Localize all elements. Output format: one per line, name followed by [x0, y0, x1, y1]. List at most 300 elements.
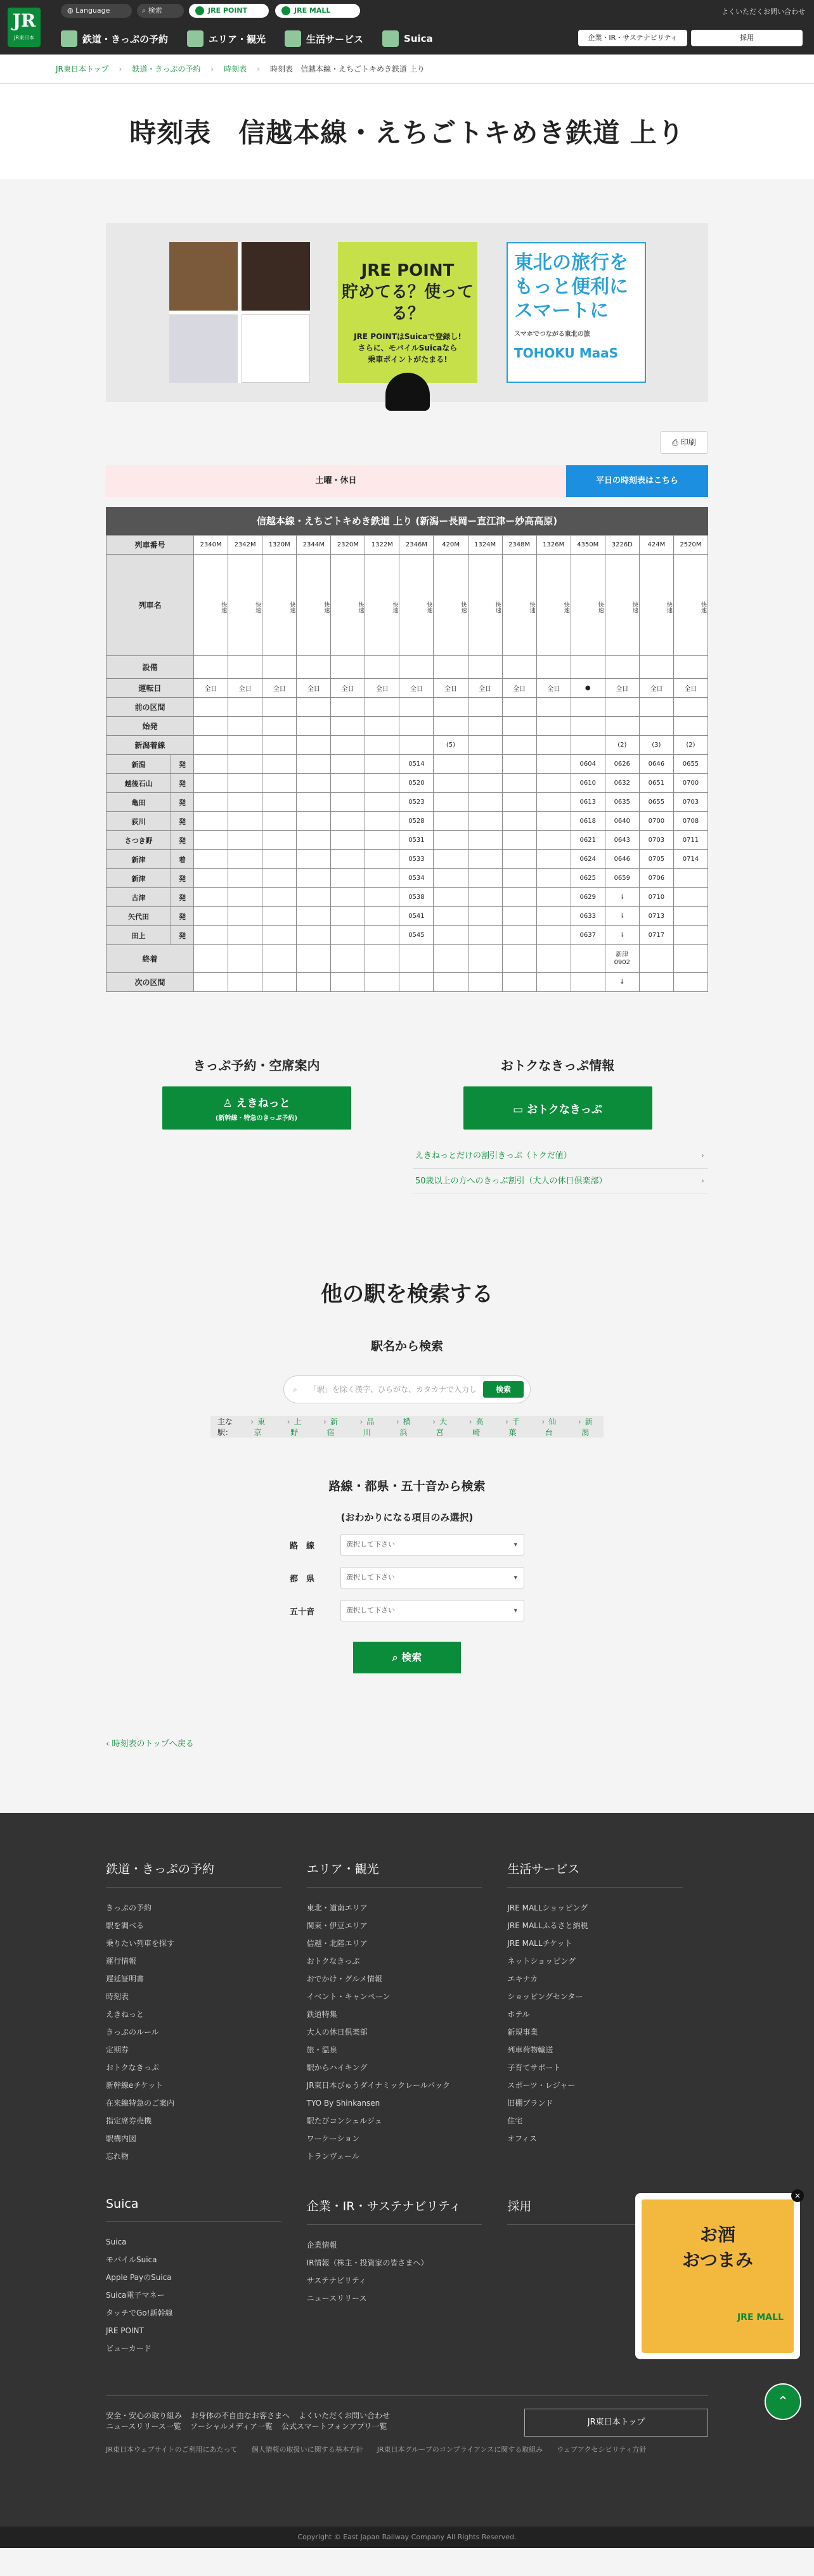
station-search-button[interactable]: 検索 — [483, 1381, 524, 1398]
footer-link[interactable]: 定期券 — [106, 2045, 129, 2054]
scroll-top-icon[interactable]: ⌃ — [765, 2383, 801, 2420]
logo-mark: JR — [12, 10, 36, 31]
table-cell: 424M — [639, 536, 673, 555]
footer-link[interactable]: きっぷのルール — [106, 2028, 159, 2037]
footer-col-title[interactable]: Suica — [106, 2197, 281, 2222]
table-cell — [673, 907, 707, 926]
footer-col-title[interactable]: 採用 — [507, 2197, 683, 2225]
station-type: 発 — [171, 926, 194, 945]
footer-legal-link[interactable]: JR東日本ウェブサイトのご利用にあたって — [106, 2445, 238, 2454]
row-label: 終着 — [107, 945, 194, 973]
row-label: 始発 — [107, 717, 194, 736]
table-cell: 1322M — [365, 536, 399, 555]
table-cell — [536, 850, 571, 869]
footer-link[interactable]: 指定席券売機 — [106, 2116, 152, 2125]
table-cell — [434, 755, 468, 774]
table-cell — [262, 774, 297, 793]
table-cell — [639, 973, 673, 992]
footer-link[interactable]: サステナビリティ — [306, 2276, 366, 2285]
table-cell — [194, 812, 228, 831]
table-cell: 1320M — [262, 536, 297, 555]
table-row — [107, 831, 708, 850]
banner-tohoku-maas[interactable] — [507, 242, 646, 383]
footer-link[interactable]: 住宅 — [507, 2116, 523, 2125]
jr-logo[interactable] — [8, 8, 41, 47]
footer-link[interactable]: 忘れ物 — [106, 2152, 129, 2161]
table-row — [107, 736, 708, 755]
table-cell: 0706 — [639, 869, 673, 888]
table-cell: ⇂ — [605, 907, 639, 926]
table-row — [107, 973, 708, 992]
table-cell — [536, 869, 571, 888]
search-title: 他の駅を検索する — [321, 1282, 493, 1307]
breadcrumb-current: 時刻表 信越本線・えちごトキめき鉄道 上り — [270, 65, 425, 74]
table-cell — [536, 973, 571, 992]
table-cell — [502, 831, 536, 850]
banner-photos[interactable] — [169, 242, 310, 383]
footer-link[interactable]: 駅を調べる — [106, 1921, 145, 1930]
jre-mall-label: JRE MALL — [294, 6, 331, 15]
table-cell — [434, 926, 468, 945]
footer-link[interactable]: ニュースリリース — [306, 2294, 367, 2303]
table-cell — [536, 926, 571, 945]
table-cell — [365, 698, 399, 717]
footer-link[interactable]: ショッピングセンター — [507, 1992, 583, 2001]
banner-tohoku-brand: TOHOKU MaaS — [514, 345, 619, 361]
ad-line2: おつまみ — [682, 2250, 753, 2270]
table-cell — [262, 755, 297, 774]
table-cell — [434, 850, 468, 869]
person-icon: ♙ — [223, 1097, 236, 1110]
table-cell — [468, 755, 502, 774]
row-label: 次の区間 — [107, 973, 194, 992]
footer-bottom-link[interactable]: ニュースリリース一覧 — [106, 2422, 181, 2431]
table-cell — [502, 850, 536, 869]
banner-jre-text: JRE POINTはSuicaで登録し! さらに、モバイルSuicaなら 乗車ポイントがたまる! — [354, 332, 462, 364]
close-icon[interactable]: × — [791, 2189, 804, 2202]
station-type: 発 — [171, 793, 194, 812]
table-cell — [434, 698, 468, 717]
table-cell — [502, 973, 536, 992]
banner-tohoku-sub: スマホでつながる東北の旅 — [514, 331, 590, 338]
table-cell — [262, 869, 297, 888]
table-cell: 快速 — [228, 555, 262, 656]
nav-suica[interactable] — [382, 28, 433, 49]
table-cell — [228, 812, 262, 831]
table-cell: 2342M — [228, 536, 262, 555]
search-note: (おわかりになる項目のみ選択) — [340, 1512, 474, 1523]
station-type: 発 — [171, 907, 194, 926]
table-cell — [194, 926, 228, 945]
table-cell: 0717 — [639, 926, 673, 945]
table-cell: 快速 — [399, 555, 434, 656]
footer-link[interactable]: 新規事業 — [507, 2028, 538, 2037]
page-title: 時刻表 信越本線・えちごトキめき鉄道 上り — [129, 117, 685, 148]
jre-point-button[interactable] — [189, 4, 269, 18]
table-cell — [571, 698, 605, 717]
table-cell — [468, 926, 502, 945]
table-cell — [331, 774, 365, 793]
kana-select-row — [290, 1599, 524, 1623]
footer-bottom-link[interactable]: ソーシャルメディア一覧 — [190, 2422, 273, 2431]
station-name: 田上 — [107, 926, 171, 945]
table-cell: 2320M — [331, 536, 365, 555]
table-cell: (5) — [434, 736, 468, 755]
major-station-link[interactable]: › 上野 — [283, 1416, 304, 1438]
table-cell — [331, 793, 365, 812]
table-cell — [228, 656, 262, 679]
footer-link[interactable]: ビューカード — [106, 2344, 152, 2353]
table-cell — [262, 698, 297, 717]
table-cell — [434, 656, 468, 679]
major-station-link[interactable]: › 仙台 — [538, 1416, 559, 1438]
table-cell: 快速 — [536, 555, 571, 656]
table-cell — [571, 656, 605, 679]
footer-link[interactable]: 東北・道南エリア — [306, 1903, 368, 1912]
table-cell — [468, 945, 502, 973]
footer-col — [106, 1860, 307, 2165]
footer-link[interactable]: JRE MALLショッピング — [507, 1903, 588, 1912]
table-cell — [468, 774, 502, 793]
footer-link[interactable]: モバイルSuica — [106, 2255, 157, 2264]
table-cell — [571, 945, 605, 973]
nav-label: 生活サービス — [306, 33, 364, 45]
footer-link[interactable]: タッチでGo!新幹線 — [106, 2309, 173, 2317]
footer-col-title[interactable]: エリア・観光 — [307, 1860, 482, 1888]
recruit-link[interactable]: 採用 — [691, 30, 803, 46]
kana-select[interactable]: 選択して下さい ▾ — [340, 1600, 524, 1621]
nav-life[interactable] — [285, 28, 363, 49]
footer-link[interactable]: 子育てサポート — [507, 2063, 561, 2072]
table-cell — [331, 926, 365, 945]
search-icon: ⌕ — [392, 1651, 402, 1663]
table-cell: 全日 — [331, 679, 365, 698]
major-station-link[interactable]: › 大宮 — [429, 1416, 450, 1438]
table-cell — [365, 926, 399, 945]
search-icon: ⌕ — [293, 1385, 297, 1394]
table-cell: (3) — [639, 736, 673, 755]
table-cell: 0700 — [639, 812, 673, 831]
major-station-link[interactable]: › 品川 — [356, 1416, 377, 1438]
tab-holiday[interactable]: 土曜・休日 — [106, 465, 566, 497]
deals-button[interactable] — [463, 1086, 652, 1130]
major-station-link[interactable]: › 東京 — [247, 1416, 268, 1438]
pref-select[interactable]: 選択して下さい ▾ — [340, 1567, 524, 1588]
table-cell — [536, 717, 571, 736]
footer-columns-2 — [106, 2197, 708, 2357]
footer-link[interactable]: 遅延証明書 — [106, 1974, 145, 1983]
table-cell — [262, 945, 297, 973]
table-cell: 0621 — [571, 831, 605, 850]
table-cell: 全日 — [468, 679, 502, 698]
breadcrumb-item[interactable]: 鉄道・きっぷの予約 › — [132, 63, 214, 74]
footer-link[interactable]: 駅たびコンシェルジュ — [306, 2116, 382, 2125]
nav-area[interactable] — [187, 28, 266, 49]
table-cell — [297, 907, 331, 926]
back-to-timetable-link[interactable]: ‹ 時刻表のトップへ戻る — [106, 1737, 708, 1762]
footer-legal-link[interactable]: JR東日本グループのコンプライアンスに関する取組み — [377, 2445, 543, 2454]
banner-tohoku-title: 東北の旅行を もっと便利に スマートに — [514, 252, 628, 322]
footer-col-title[interactable]: 企業・IR・サステナビリティ — [307, 2197, 482, 2225]
table-cell — [468, 831, 502, 850]
table-cell — [605, 656, 639, 679]
breadcrumb — [0, 55, 814, 84]
major-station-link[interactable]: › 千葉 — [502, 1416, 523, 1438]
footer-link[interactable]: トランヴェール — [306, 2152, 359, 2161]
deal-link[interactable]: えきねっとだけの割引きっぷ（トクだ値） › — [413, 1143, 708, 1169]
jre-mall-button[interactable] — [275, 4, 360, 18]
tab-weekday[interactable]: 平日の時刻表はこちら — [566, 465, 708, 497]
footer-link[interactable]: Suica電子マネー — [106, 2291, 165, 2300]
footer-col — [106, 2197, 307, 2357]
language-button[interactable]: ◍ Language — [61, 4, 132, 18]
site-header — [0, 0, 814, 55]
footer-link[interactable]: 駅構内図 — [106, 2134, 137, 2143]
table-cell — [502, 945, 536, 973]
table-cell — [194, 755, 228, 774]
print-label: 印刷 — [680, 438, 696, 447]
table-cell — [262, 717, 297, 736]
footer-link[interactable]: 時刻表 — [106, 1992, 129, 2001]
table-cell — [297, 793, 331, 812]
footer-link[interactable]: 運行情報 — [106, 1957, 137, 1966]
table-cell: 快速 — [605, 555, 639, 656]
ekinet-sub: (新幹線・特急のきっぷ予約) — [215, 1115, 298, 1122]
table-cell — [228, 945, 262, 973]
footer-legal-link[interactable]: ウェブアクセシビリティ方針 — [557, 2445, 647, 2454]
footer-link[interactable]: JRE MALLふるさと納税 — [507, 1921, 588, 1930]
table-cell — [365, 812, 399, 831]
row-label: 前の区間 — [107, 698, 194, 717]
footer-link[interactable]: 列車荷物輸送 — [507, 2045, 553, 2054]
table-cell — [434, 717, 468, 736]
table-cell — [502, 926, 536, 945]
table-cell — [502, 869, 536, 888]
footer-link[interactable]: 駅からハイキング — [306, 2063, 368, 2072]
footer-link[interactable]: Apple PayのSuica — [106, 2273, 172, 2282]
table-cell — [673, 869, 707, 888]
footer-link[interactable]: 在来線特急のご案内 — [106, 2099, 175, 2108]
footer-bottom-link[interactable]: 安全・安心の取り組み — [106, 2411, 183, 2420]
table-cell — [365, 831, 399, 850]
day-tabs — [106, 465, 708, 497]
footer-bottom-link[interactable]: お身体の不自由なお客さまへ — [191, 2411, 290, 2420]
table-cell: 全日 — [194, 679, 228, 698]
table-cell — [194, 774, 228, 793]
footer-list — [307, 2236, 508, 2307]
deals-label: おトクなきっぷ — [527, 1104, 602, 1116]
footer-list — [507, 1899, 708, 2148]
station-name: 荻川 — [107, 812, 171, 831]
table-cell — [673, 926, 707, 945]
footer-link[interactable]: 関東・伊豆エリア — [306, 1921, 368, 1930]
table-cell: 0655 — [639, 793, 673, 812]
footer-link[interactable]: イベント・キャンペーン — [306, 1992, 391, 2001]
table-cell: 快速 — [468, 555, 502, 656]
footer-link[interactable]: 旧棚ブランド — [507, 2099, 553, 2108]
line-label: 路 線 — [290, 1541, 315, 1551]
table-cell — [331, 907, 365, 926]
corp-link[interactable]: 企業・IR・サステナビリティ — [578, 30, 687, 46]
footer-bottom-link[interactable]: よくいただくお問い合わせ — [299, 2411, 391, 2420]
table-cell — [297, 736, 331, 755]
search-label: 検索 — [148, 6, 162, 15]
timetable-table — [106, 535, 708, 992]
footer-link[interactable]: IR情報（株主・投資家の皆さまへ） — [306, 2258, 429, 2267]
station-name: 矢代田 — [107, 907, 171, 926]
table-cell — [194, 888, 228, 907]
footer-link[interactable]: 鉄道特集 — [306, 2010, 337, 2019]
table-cell: 2340M — [194, 536, 228, 555]
footer-link[interactable]: 乗りたい列車を探す — [106, 1939, 175, 1948]
table-cell: 0626 — [605, 755, 639, 774]
table-cell — [673, 888, 707, 907]
jr-top-button[interactable]: JR東日本トップ — [524, 2409, 708, 2437]
station-type: 発 — [171, 831, 194, 850]
table-cell — [365, 793, 399, 812]
table-cell — [262, 888, 297, 907]
footer-link[interactable]: JRE POINT — [106, 2326, 144, 2335]
footer-link[interactable]: ワーケーション — [306, 2134, 360, 2143]
footer-link[interactable]: おトクなきっぷ — [306, 1957, 360, 1966]
major-station-link[interactable]: › 高崎 — [465, 1416, 486, 1438]
ekinet-label: えきねっと — [236, 1097, 290, 1110]
footer-link[interactable]: えきねっと — [106, 2010, 145, 2019]
table-cell — [502, 736, 536, 755]
footer-link[interactable]: 信越・北陸エリア — [306, 1939, 368, 1948]
nav-railway[interactable] — [61, 28, 168, 49]
table-cell — [228, 973, 262, 992]
table-cell: 0624 — [571, 850, 605, 869]
footer-bottom-link[interactable]: 公式スマートフォンアプリ一覧 — [281, 2422, 387, 2431]
banner-jre-title: JRE POINT 貯めてる？使ってる？ — [341, 261, 474, 323]
table-cell: 0703 — [639, 831, 673, 850]
printer-icon: ⎙ — [672, 438, 681, 447]
footer-link[interactable]: 企業情報 — [306, 2241, 337, 2250]
table-cell — [365, 973, 399, 992]
table-cell: 快速 — [262, 555, 297, 656]
table-cell — [434, 945, 468, 973]
table-cell — [228, 755, 262, 774]
photo-sunset — [169, 242, 238, 311]
station-type: 発 — [171, 774, 194, 793]
footer-link[interactable]: JR東日本びゅうダイナミックレールパック — [306, 2081, 450, 2090]
jre-point-icon — [195, 6, 204, 15]
table-cell: 快速 — [331, 555, 365, 656]
table-cell — [605, 698, 639, 717]
station-type: 発 — [171, 755, 194, 774]
footer-link[interactable]: きっぷの予約 — [106, 1903, 152, 1912]
footer-link[interactable]: Suica — [106, 2238, 127, 2246]
table-cell — [262, 973, 297, 992]
ekinet-button[interactable] — [162, 1086, 351, 1130]
table-cell: 1326M — [536, 536, 571, 555]
line-select[interactable]: 選択して下さい ▾ — [340, 1534, 524, 1555]
table-cell: 0604 — [571, 755, 605, 774]
table-cell: 1324M — [468, 536, 502, 555]
major-station-link[interactable]: › 新潟 — [575, 1416, 596, 1438]
deal-link[interactable]: 50歳以上の方へのきっぷ割引（大人の休日倶楽部） › — [413, 1169, 708, 1194]
footer-link[interactable]: エキナカ — [507, 1974, 538, 1983]
table-cell: ⇂ — [605, 926, 639, 945]
major-station-link[interactable]: › 新宿 — [320, 1416, 341, 1438]
table-cell — [331, 945, 365, 973]
footer-link[interactable]: ネットショッピング — [507, 1957, 576, 1966]
table-cell: 0514 — [399, 755, 434, 774]
table-cell — [468, 907, 502, 926]
table-cell — [194, 736, 228, 755]
footer-link[interactable]: スポーツ・レジャー — [507, 2081, 576, 2090]
table-row — [107, 869, 708, 888]
major-station-link[interactable]: › 横浜 — [393, 1416, 414, 1438]
banner-jre-point[interactable] — [338, 242, 477, 383]
table-cell — [331, 656, 365, 679]
footer-link[interactable]: オフィス — [507, 2134, 538, 2143]
table-row — [107, 774, 708, 793]
table-cell: 2520M — [673, 536, 707, 555]
table-cell — [502, 888, 536, 907]
footer-link[interactable]: 新幹線eチケット — [106, 2081, 164, 2090]
table-cell — [331, 736, 365, 755]
footer-link[interactable]: JRE MALLチケット — [507, 1939, 572, 1948]
breadcrumb-item[interactable]: JR東日本トップ › — [56, 63, 122, 74]
faq-link[interactable]: よくいただくお問い合わせ — [721, 8, 805, 16]
table-cell — [194, 973, 228, 992]
table-cell — [194, 656, 228, 679]
print-button[interactable] — [660, 431, 708, 454]
table-cell: 2348M — [502, 536, 536, 555]
station-search-input[interactable] — [283, 1375, 531, 1403]
breadcrumb-item[interactable]: 時刻表 › — [224, 63, 260, 74]
search-button[interactable]: ⌕ 検索 — [137, 4, 184, 18]
footer-link[interactable]: TYO By Shinkansen — [306, 2099, 380, 2108]
footer-col-title[interactable]: 生活サービス — [507, 1860, 683, 1888]
footer-legal-link[interactable]: 個人情報の取扱いに関する基本方針 — [251, 2445, 363, 2454]
table-cell — [434, 973, 468, 992]
table-cell: 0534 — [399, 869, 434, 888]
table-cell: 0640 — [605, 812, 639, 831]
footer-link[interactable]: 大人の休日倶楽部 — [306, 2028, 368, 2037]
search-submit-button[interactable] — [353, 1642, 461, 1673]
table-cell — [297, 774, 331, 793]
table-cell — [365, 907, 399, 926]
table-cell — [639, 945, 673, 973]
footer-list — [106, 2233, 307, 2357]
kana-label: 五十音 — [290, 1607, 315, 1617]
ad-banner[interactable] — [635, 2193, 800, 2359]
row-label: 設備 — [107, 656, 194, 679]
table-cell — [536, 698, 571, 717]
table-cell — [639, 656, 673, 679]
table-row — [107, 717, 708, 736]
footer-link[interactable]: 旅・温泉 — [306, 2045, 337, 2054]
table-cell — [502, 755, 536, 774]
table-cell — [297, 888, 331, 907]
table-row — [107, 850, 708, 869]
station-name: 新津 — [107, 869, 171, 888]
footer-link[interactable]: おトクなきっぷ — [106, 2063, 159, 2072]
table-cell: (2) — [605, 736, 639, 755]
footer-col-title[interactable]: 鉄道・きっぷの予約 — [106, 1860, 281, 1888]
table-cell — [331, 869, 365, 888]
table-cell — [228, 831, 262, 850]
footer-link[interactable]: ホテル — [507, 2010, 530, 2019]
station-name: 亀田 — [107, 793, 171, 812]
footer-link[interactable]: おでかけ・グルメ情報 — [306, 1974, 382, 1983]
table-cell: 2346M — [399, 536, 434, 555]
table-cell: 0538 — [399, 888, 434, 907]
table-row — [107, 679, 708, 698]
